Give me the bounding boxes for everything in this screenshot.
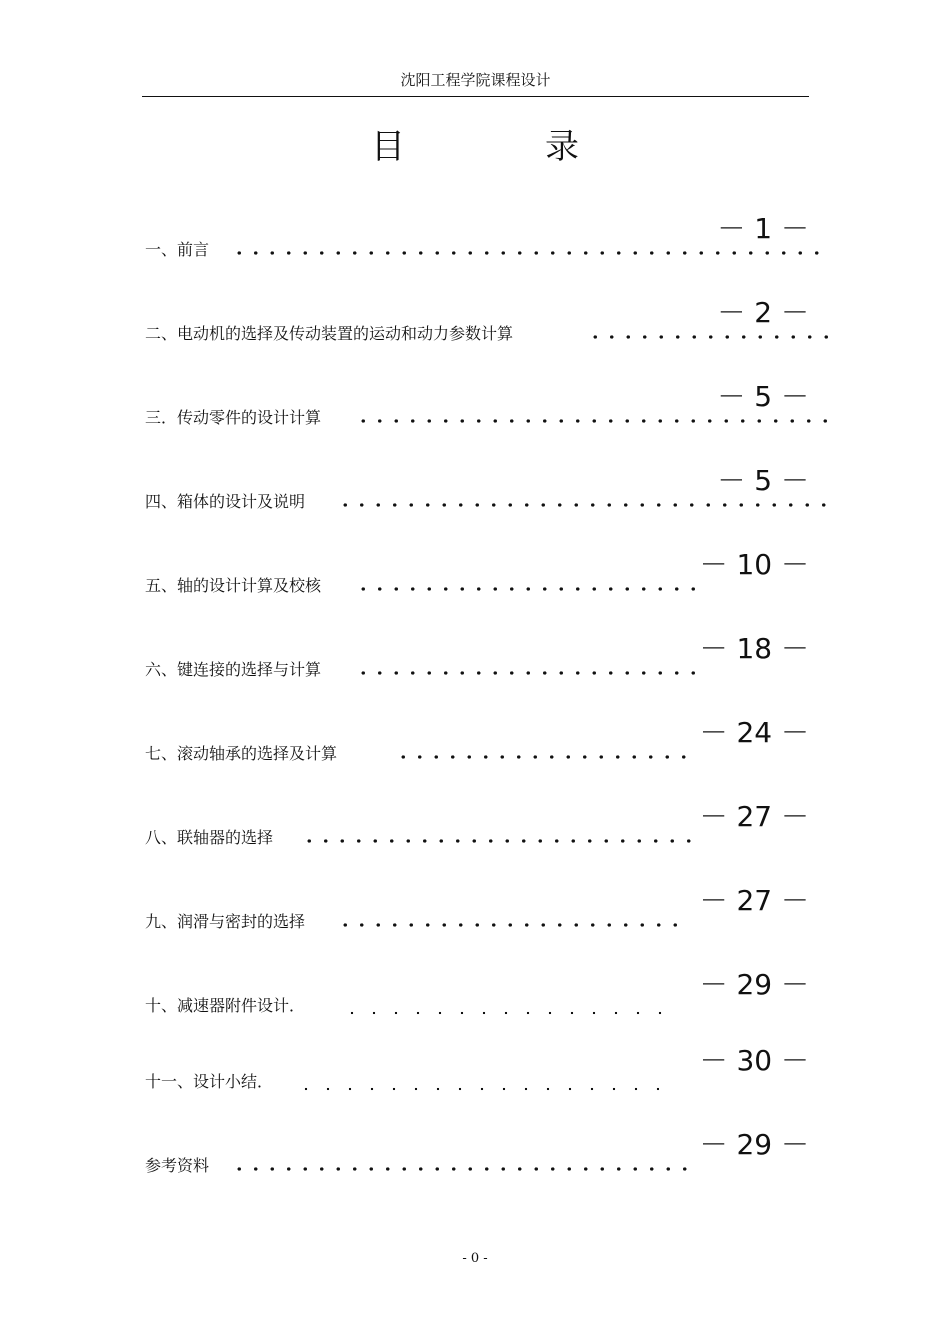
dot-leader: [231, 1166, 695, 1172]
toc-entry-label: 三．传动零件的设计计算: [145, 408, 322, 427]
toc-entry-label: 二、电动机的选择及传动装置的运动和动力参数计算: [145, 324, 514, 343]
toc-entry[interactable]: [145, 716, 809, 764]
toc-entry-label: 五、轴的设计计算及校核: [145, 576, 322, 595]
dot-leader: [355, 586, 695, 592]
toc-entry[interactable]: [145, 548, 809, 596]
toc-entry-label: 六、键连接的选择与计算: [145, 660, 322, 679]
toc-entry[interactable]: [145, 212, 809, 260]
toc-entry-label: 九、润滑与密封的选择: [145, 912, 306, 931]
toc-title-char-1: 目: [371, 127, 405, 167]
toc-entry-page: － 1 －: [717, 212, 809, 245]
toc-entry-page: － 2 －: [717, 296, 809, 329]
toc-entry-page: － 27 －: [699, 800, 809, 833]
toc-entry-label: 一、前言: [145, 240, 210, 259]
toc-entry-page: － 10 －: [699, 548, 809, 581]
dot-leader: [587, 334, 831, 340]
toc-entry-page: － 27 －: [699, 884, 809, 917]
toc-entry-label: 十一、设计小结．: [145, 1072, 274, 1091]
toc-entry[interactable]: [145, 884, 809, 932]
toc-entry[interactable]: [145, 1044, 809, 1092]
dot-leader: [301, 838, 695, 844]
dot-leader: [295, 1086, 659, 1092]
dot-leader: [341, 1010, 671, 1016]
toc-entry[interactable]: [145, 632, 809, 680]
toc-entry-page: － 18 －: [699, 632, 809, 665]
toc-entry-page: － 30 －: [699, 1044, 809, 1077]
toc-entry[interactable]: [145, 1128, 809, 1176]
dot-leader: [231, 250, 831, 256]
toc-entry[interactable]: [145, 968, 809, 1016]
dot-leader: [395, 754, 695, 760]
toc-entry[interactable]: [145, 296, 809, 344]
toc-entry[interactable]: [145, 464, 809, 512]
toc-entry-label: 八、联轴器的选择: [145, 828, 274, 847]
toc-entry-page: － 29 －: [699, 1128, 809, 1161]
dot-leader: [355, 418, 831, 424]
toc-entry-page: － 29 －: [699, 968, 809, 1001]
toc-entry-label: 七、滚动轴承的选择及计算: [145, 744, 338, 763]
header-rule: [142, 96, 809, 97]
page-header: 沈阳工程学院课程设计: [400, 71, 551, 89]
dot-leader: [355, 670, 695, 676]
toc-entry-label: 十、减速器附件设计．: [145, 996, 306, 1015]
toc-title-char-2: 录: [545, 127, 579, 167]
toc-entry-label: 四、箱体的设计及说明: [145, 492, 306, 511]
toc-entry-page: － 5 －: [717, 464, 809, 497]
toc-entry-page: － 5 －: [717, 380, 809, 413]
toc-entry-label: 参考资料: [145, 1156, 210, 1175]
dot-leader: [337, 922, 677, 928]
page-number: - 0 -: [462, 1251, 488, 1266]
toc-title: [0, 122, 950, 172]
toc-entry-page: － 24 －: [699, 716, 809, 749]
toc-entry[interactable]: [145, 800, 809, 848]
toc-entry[interactable]: [145, 380, 809, 428]
dot-leader: [337, 502, 831, 508]
